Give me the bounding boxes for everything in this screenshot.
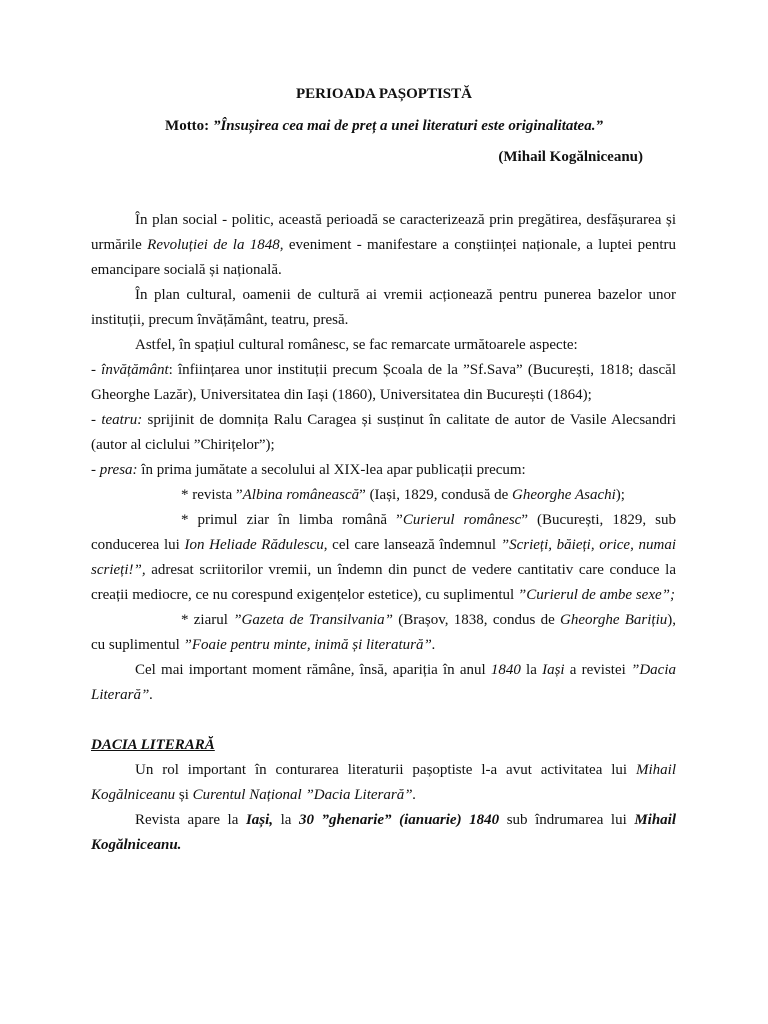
item-label: presa: [99,462,138,478]
dash: - [91,362,102,378]
motto-label: Motto: [165,118,213,134]
text-run: ” (Iași, 1829, condusă de [359,487,513,503]
item-label: teatru: [101,412,143,428]
motto [0,118,768,135]
text-run-italic: Gheorghe Barițiu [560,612,668,628]
page-title: PERIOADA PAȘOPTISTĂ [295,86,472,102]
motto-author: (Mihail Kogălniceanu) [498,149,643,165]
text-run-italic: Iași [542,662,565,678]
item-text: : înființarea unor instituții precum Școala de la ”Sf.Sava” (București, 1818; dascăl Gheorghe Lazăr), Universitatea din Iași (1860), Universitatea din București (1864); [91,362,676,403]
text-run: (Brașov, 1838, condus de [392,612,561,628]
paragraph-important-moment [91,658,676,708]
paragraph-cultural: În plan cultural, oamenii de cultură ai vremii acționează pentru punerea bazelor unor instituții, precum învățământ, teatru, presă. [91,287,676,328]
text-run: Cel mai important moment rămâne, însă, apariția în anul [135,662,491,678]
document-body [91,208,676,858]
bullet-curierul [91,508,676,608]
text-run: Un rol important în conturarea literaturii pașoptiste l-a avut activitatea lui [135,762,636,778]
section-heading: DACIA LITERARĂ [91,737,215,753]
item-press [91,458,676,483]
item-theatre [91,408,676,458]
paragraph-role [91,758,676,808]
item-label: învățământ [101,362,169,378]
text-run: a revistei [564,662,631,678]
text-run-italic: Albina românească [242,487,360,503]
bullet-albina [91,483,676,508]
text-run: * revista ” [181,487,243,503]
item-text: în prima jumătate a secolului al XIX-lea apar publicații precum: [137,462,526,478]
text-run-italic: Mihail Kogălniceanu [91,762,676,803]
dash: - [91,412,102,428]
text-run-italic: ”Curierul de ambe sexe”; [517,587,675,603]
text-run-italic: Curentul Național ”Dacia Literară”. [192,787,417,803]
motto-quote: ”Însușirea cea mai de preț a unei literaturi este originalitatea.” [212,118,603,134]
text-run: În plan social - politic, această perioadă se caracterizează prin pregătirea, desfășurarea și urmările [91,212,676,253]
text-run: Revista apare la [135,812,246,828]
text-run: eveniment - manifestare a conștiinței naționale, a luptei pentru emancipare socială și națională. [91,237,676,278]
dash: - [91,462,100,478]
text-run-italic: Gheorghe Asachi [512,487,616,503]
text-run-italic: Curierul românesc [402,512,522,528]
text-run: la [520,662,543,678]
text-run-italic: ”Gazeta de Transilvania” [233,612,393,628]
item-text: sprijinit de domnița Ralu Caragea și susținut în calitate de autor de Vasile Alecsandri (autor al ciclului ”Chirițelor”); [91,412,676,453]
item-education [91,358,676,408]
text-run-bold-italic: 30 ”ghenarie” (ianuarie) 1840 [298,812,500,828]
text-run: adresat scriitorilor vremii, un îndemn din punct de vedere cantitativ care conduce la creații mediocre, ce nu corespund exigențelor estetice), cu suplimentul [91,562,676,603]
text-run-italic: ”Foaie pentru minte, inimă și literatură”. [183,637,436,653]
text-run: sub îndrumarea lui [499,812,635,828]
text-run: * ziarul [181,612,234,628]
paragraph-social-political [91,208,676,283]
text-run-italic: Revoluției de la 1848, [147,237,284,253]
text-run-bold-italic: Iași, [245,812,274,828]
paragraph-revista [91,808,676,858]
text-run: la [273,812,299,828]
text-run-italic: 1840 [490,662,521,678]
text-run: ), cu suplimentul [91,612,677,653]
text-run-italic: Ion Heliade Rădulescu [184,537,324,553]
text-run: ” (București, 1829, sub conducerea lui [91,512,676,553]
text-run: , cel care lansează îndemnul [323,537,501,553]
text-run-italic: ”Dacia Literară”. [91,662,676,703]
text-run: și [175,787,193,803]
text-run-bold-italic: Mihail Kogălniceanu. [91,812,676,853]
text-run-italic: ”Scrieți, băieți, orice, numai scrieți!”, [91,537,676,578]
paragraph-aspects: Astfel, în spațiul cultural românesc, se fac remarcate următoarele aspecte: [135,337,578,353]
text-run: ); [615,487,625,503]
bullet-gazeta [91,608,676,658]
text-run: * primul ziar în limba română ” [181,512,403,528]
